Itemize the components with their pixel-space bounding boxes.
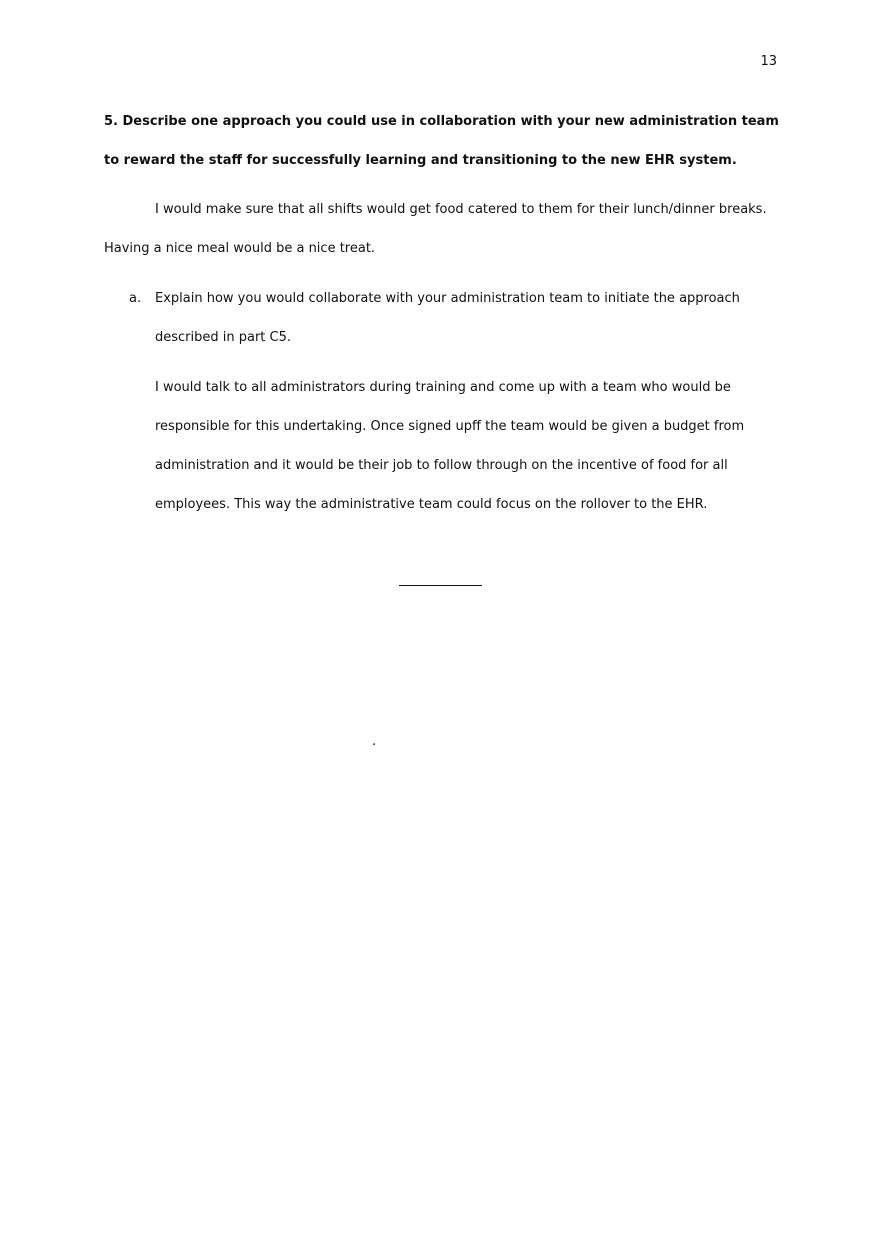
answer-paragraph: I would make sure that all shifts would get food catered to them for their lunch/dinner breaks. Having a nice meal would be a nice treat. — [104, 202, 767, 256]
sub-question-text: Explain how you would collaborate with your administration team to initiate the approach described in part C5. — [155, 291, 740, 345]
sub-question-item — [104, 279, 794, 357]
section-divider — [399, 585, 482, 586]
question-heading: 5. Describe one approach you could use in collaboration with your new administration team to reward the staff for successfully learning and transitioning to the new EHR system. — [104, 114, 779, 168]
stray-mark: . — [372, 734, 377, 749]
sub-answer-paragraph: I would talk to all administrators during training and come up with a team who would be responsible for this undertaking. Once signed upff the team would be given a budget from administration and it would be their job to follow through on the incentive of food for all employees. This way the administrative team could focus on the rollover to the EHR. — [155, 380, 745, 512]
list-marker: a. — [129, 291, 142, 306]
page-number: 13 — [760, 54, 777, 69]
